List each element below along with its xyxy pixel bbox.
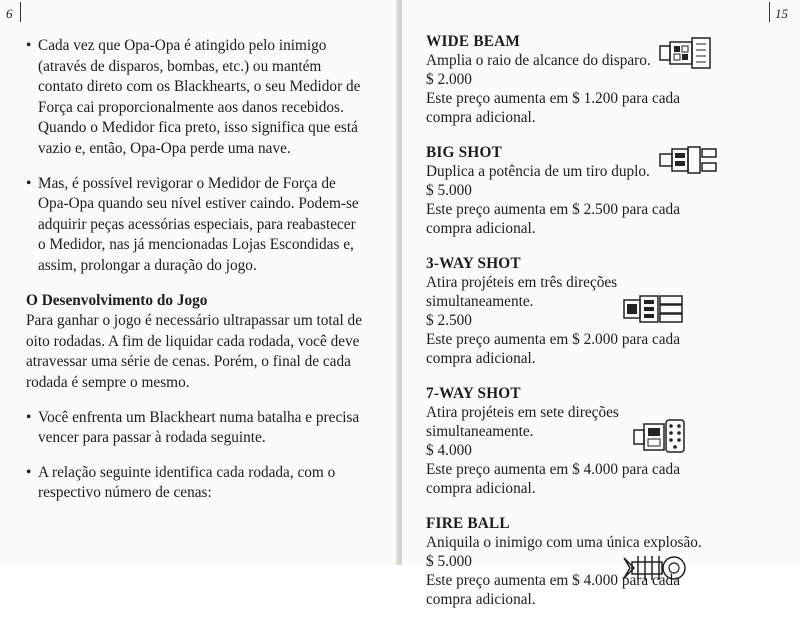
item-price-increase: Este preço aumenta em $ 4.000 para cada compra adicional. xyxy=(426,572,680,608)
left-page xyxy=(0,0,398,565)
right-page xyxy=(402,0,800,608)
left-page-body xyxy=(26,36,362,518)
shop-item-3-way-shot xyxy=(426,254,726,368)
item-title: 3-WAY SHOT xyxy=(426,255,521,272)
right-page-corner-mark xyxy=(769,2,770,22)
section-title: O Desenvolvimento do Jogo xyxy=(26,291,208,309)
item-price: $ 5.000 xyxy=(426,553,472,570)
section-paragraph: Para ganhar o jogo é necessário ultrapassar um total de oito rodadas. A fim de liquidar cada rodada, você deve atravessar uma série de cenas. Porém, o final de cada rodada é sempre o mesmo. xyxy=(26,312,362,391)
left-page-number: 6 xyxy=(6,6,13,21)
bullet-force-meter: • Cada vez que Opa-Opa é atingido pelo inimigo (através de disparos, bombas, etc.) ou mantém contato direto com os Blackhearts, o seu Medidor de Força cai proporcionalmente aos danos recebidos. Quando o Medidor fica preto, isso significa que está vazio e, então, Opa-Opa perde uma nave. xyxy=(26,36,362,160)
item-description: Atira projéteis em três direções simultaneamente. xyxy=(426,274,618,310)
shop-item-fire-ball xyxy=(426,514,726,609)
right-page-number: 15 xyxy=(775,6,788,21)
bullet-round-list: • A relação seguinte identifica cada rodada, com o respectivo número de cenas: xyxy=(26,463,362,504)
item-price: $ 2.000 xyxy=(426,71,472,88)
item-price: $ 2.500 xyxy=(426,312,472,329)
fire-ball-weapon-icon xyxy=(622,550,688,586)
item-description: Amplia o raio de alcance do disparo. xyxy=(426,52,651,69)
three-way-shot-weapon-icon xyxy=(622,294,686,324)
shop-item-wide-beam xyxy=(426,32,726,127)
item-price-increase: Este preço aumenta em $ 2.500 para cada compra adicional. xyxy=(426,201,680,237)
bullet-revive-meter: • Mas, é possível revigorar o Medidor de Força de Opa-Opa quando seu nível estiver caindo. Podem-se adquirir peças acessórias especiais, para reabastecer o Medidor, nas já mencionadas Lojas Escondidas e, assim, prolongar a duração do jogo. xyxy=(26,174,362,277)
shop-item-big-shot xyxy=(426,143,726,238)
wide-beam-weapon-icon xyxy=(658,36,714,70)
item-description: Duplica a potência de um tiro duplo. xyxy=(426,163,650,180)
item-price-increase: Este preço aumenta em $ 4.000 para cada compra adicional. xyxy=(426,461,680,497)
seven-way-shot-weapon-icon xyxy=(632,418,688,454)
big-shot-weapon-icon xyxy=(658,145,720,175)
item-title: WIDE BEAM xyxy=(426,33,521,50)
item-description: Aniquila o inimigo com uma única explosão. xyxy=(426,534,702,551)
item-title: FIRE BALL xyxy=(426,515,510,532)
item-title: BIG SHOT xyxy=(426,144,502,161)
item-price: $ 5.000 xyxy=(426,182,472,199)
item-title: 7-WAY SHOT xyxy=(426,385,521,402)
bullet-blackheart-battle: • Você enfrenta um Blackheart numa batalha e precisa vencer para passar à rodada seguinte. xyxy=(26,408,362,449)
shop-item-7-way-shot xyxy=(426,384,726,498)
item-price-increase: Este preço aumenta em $ 1.200 para cada compra adicional. xyxy=(426,90,680,126)
item-price-increase: Este preço aumenta em $ 2.000 para cada compra adicional. xyxy=(426,331,680,367)
weapon-shop-list xyxy=(426,32,726,625)
item-price: $ 4.000 xyxy=(426,442,472,459)
item-description: Atira projéteis em sete direções simultaneamente. xyxy=(426,404,619,440)
left-page-corner-mark xyxy=(20,2,21,22)
